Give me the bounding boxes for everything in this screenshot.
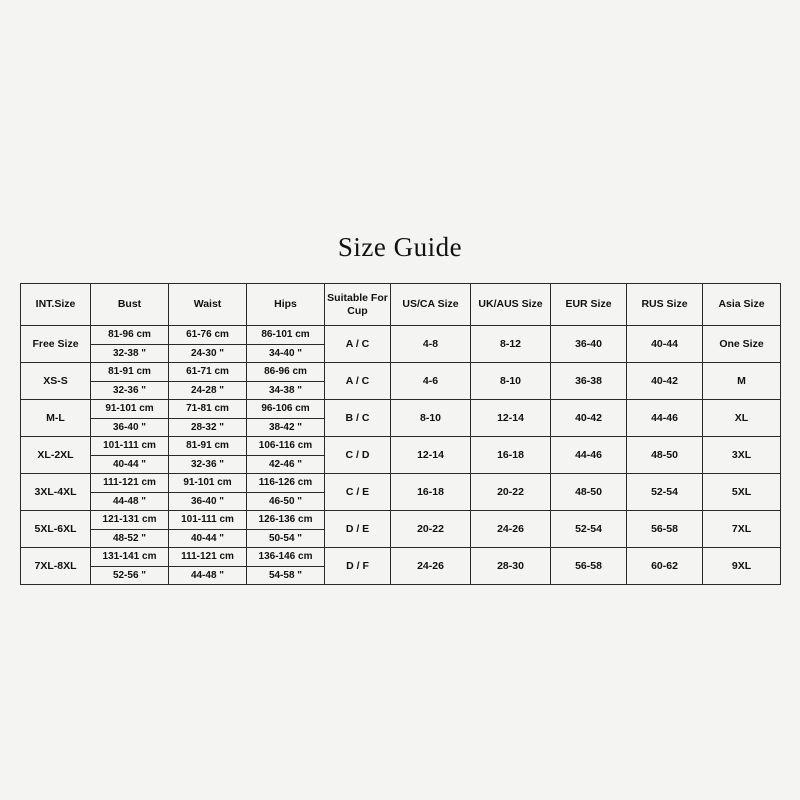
cell-int-size: 3XL-4XL [21, 474, 91, 511]
cell-int-size: XL-2XL [21, 437, 91, 474]
cell-asia: One Size [703, 326, 781, 363]
table-row [21, 548, 781, 585]
hips-inch: 38-42 " [268, 422, 303, 433]
bust-cm: 81-91 cm [91, 363, 168, 382]
cell-bust [91, 548, 169, 585]
table-header-row [21, 284, 781, 326]
cell-hips [247, 400, 325, 437]
table-row [21, 400, 781, 437]
waist-cm: 61-76 cm [169, 326, 246, 345]
hips-inch: 42-46 " [268, 459, 303, 470]
waist-inch: 32-36 " [190, 459, 225, 470]
cell-hips [247, 511, 325, 548]
cell-cup: B / C [325, 400, 391, 437]
cell-int-size: Free Size [21, 326, 91, 363]
cell-int-size: 7XL-8XL [21, 548, 91, 585]
hips-cm: 86-96 cm [247, 363, 324, 382]
cell-asia: XL [703, 400, 781, 437]
hips-cm: 126-136 cm [247, 511, 324, 530]
cell-asia: 7XL [703, 511, 781, 548]
hips-inch: 50-54 " [268, 533, 303, 544]
waist-inch: 36-40 " [190, 496, 225, 507]
bust-inch: 48-52 " [112, 533, 147, 544]
cell-hips [247, 548, 325, 585]
cell-waist [169, 326, 247, 363]
waist-inch: 24-28 " [190, 385, 225, 396]
column-header-us-ca-size: US/CA Size [391, 284, 471, 326]
bust-inch: 52-56 " [112, 570, 147, 581]
cell-rus: 44-46 [627, 400, 703, 437]
bust-cm: 91-101 cm [91, 400, 168, 419]
cell-hips [247, 437, 325, 474]
cell-bust [91, 437, 169, 474]
column-header-waist: Waist [169, 284, 247, 326]
table-header [21, 284, 781, 326]
cell-eur: 36-38 [551, 363, 627, 400]
waist-cm: 91-101 cm [169, 474, 246, 493]
cell-us-ca: 16-18 [391, 474, 471, 511]
cell-bust [91, 326, 169, 363]
cell-us-ca: 4-8 [391, 326, 471, 363]
cell-eur: 56-58 [551, 548, 627, 585]
cell-rus: 52-54 [627, 474, 703, 511]
hips-inch: 46-50 " [268, 496, 303, 507]
cell-waist [169, 511, 247, 548]
cell-uk-aus: 16-18 [471, 437, 551, 474]
size-table [20, 283, 781, 585]
waist-inch: 28-32 " [190, 422, 225, 433]
cell-waist [169, 437, 247, 474]
table-row [21, 511, 781, 548]
column-header-asia-size: Asia Size [703, 284, 781, 326]
cell-eur: 52-54 [551, 511, 627, 548]
cell-int-size: 5XL-6XL [21, 511, 91, 548]
cell-us-ca: 24-26 [391, 548, 471, 585]
column-header-rus-size: RUS Size [627, 284, 703, 326]
bust-cm: 101-111 cm [91, 437, 168, 456]
table-body [21, 326, 781, 585]
cell-asia: M [703, 363, 781, 400]
cell-uk-aus: 24-26 [471, 511, 551, 548]
cell-bust [91, 400, 169, 437]
waist-cm: 81-91 cm [169, 437, 246, 456]
cell-asia: 9XL [703, 548, 781, 585]
hips-cm: 136-146 cm [247, 548, 324, 567]
waist-inch: 40-44 " [190, 533, 225, 544]
cell-hips [247, 326, 325, 363]
cell-uk-aus: 12-14 [471, 400, 551, 437]
waist-cm: 101-111 cm [169, 511, 246, 530]
table-row [21, 326, 781, 363]
bust-inch: 44-48 " [112, 496, 147, 507]
cell-cup: D / F [325, 548, 391, 585]
cell-rus: 48-50 [627, 437, 703, 474]
table-row [21, 363, 781, 400]
cell-bust [91, 363, 169, 400]
cell-asia: 3XL [703, 437, 781, 474]
cell-us-ca: 12-14 [391, 437, 471, 474]
cell-us-ca: 20-22 [391, 511, 471, 548]
cell-uk-aus: 20-22 [471, 474, 551, 511]
hips-inch: 54-58 " [268, 570, 303, 581]
column-header-int-size: INT.Size [21, 284, 91, 326]
bust-inch: 32-36 " [112, 385, 147, 396]
column-header-eur-size: EUR Size [551, 284, 627, 326]
waist-inch: 44-48 " [190, 570, 225, 581]
column-header-hips: Hips [247, 284, 325, 326]
bust-cm: 131-141 cm [91, 548, 168, 567]
cell-hips [247, 363, 325, 400]
cell-eur: 40-42 [551, 400, 627, 437]
cell-cup: C / E [325, 474, 391, 511]
hips-cm: 96-106 cm [247, 400, 324, 419]
cell-us-ca: 4-6 [391, 363, 471, 400]
bust-cm: 111-121 cm [91, 474, 168, 493]
bust-cm: 121-131 cm [91, 511, 168, 530]
cell-cup: C / D [325, 437, 391, 474]
cell-rus: 56-58 [627, 511, 703, 548]
hips-inch: 34-40 " [268, 348, 303, 359]
bust-inch: 40-44 " [112, 459, 147, 470]
hips-cm: 106-116 cm [247, 437, 324, 456]
cell-hips [247, 474, 325, 511]
table-row [21, 437, 781, 474]
cell-waist [169, 400, 247, 437]
waist-cm: 71-81 cm [169, 400, 246, 419]
cell-waist [169, 363, 247, 400]
table-row [21, 474, 781, 511]
column-header-uk-aus-size: UK/AUS Size [471, 284, 551, 326]
cell-bust [91, 474, 169, 511]
cell-rus: 40-44 [627, 326, 703, 363]
bust-inch: 32-38 " [112, 348, 147, 359]
cell-eur: 44-46 [551, 437, 627, 474]
cell-cup: D / E [325, 511, 391, 548]
waist-cm: 111-121 cm [169, 548, 246, 567]
cell-eur: 36-40 [551, 326, 627, 363]
waist-inch: 24-30 " [190, 348, 225, 359]
cell-asia: 5XL [703, 474, 781, 511]
cell-eur: 48-50 [551, 474, 627, 511]
cell-us-ca: 8-10 [391, 400, 471, 437]
waist-cm: 61-71 cm [169, 363, 246, 382]
hips-cm: 116-126 cm [247, 474, 324, 493]
cell-rus: 40-42 [627, 363, 703, 400]
bust-inch: 36-40 " [112, 422, 147, 433]
bust-cm: 81-96 cm [91, 326, 168, 345]
cell-waist [169, 474, 247, 511]
cell-cup: A / C [325, 326, 391, 363]
cell-int-size: XS-S [21, 363, 91, 400]
cell-rus: 60-62 [627, 548, 703, 585]
cell-waist [169, 548, 247, 585]
hips-cm: 86-101 cm [247, 326, 324, 345]
cell-int-size: M-L [21, 400, 91, 437]
hips-inch: 34-38 " [268, 385, 303, 396]
column-header-bust: Bust [91, 284, 169, 326]
column-header-suitable-for-cup: Suitable For Cup [325, 284, 391, 326]
cell-uk-aus: 8-10 [471, 363, 551, 400]
cell-bust [91, 511, 169, 548]
cell-cup: A / C [325, 363, 391, 400]
size-table-container [20, 283, 780, 585]
cell-uk-aus: 8-12 [471, 326, 551, 363]
page-title: Size Guide [337, 232, 463, 262]
cell-uk-aus: 28-30 [471, 548, 551, 585]
